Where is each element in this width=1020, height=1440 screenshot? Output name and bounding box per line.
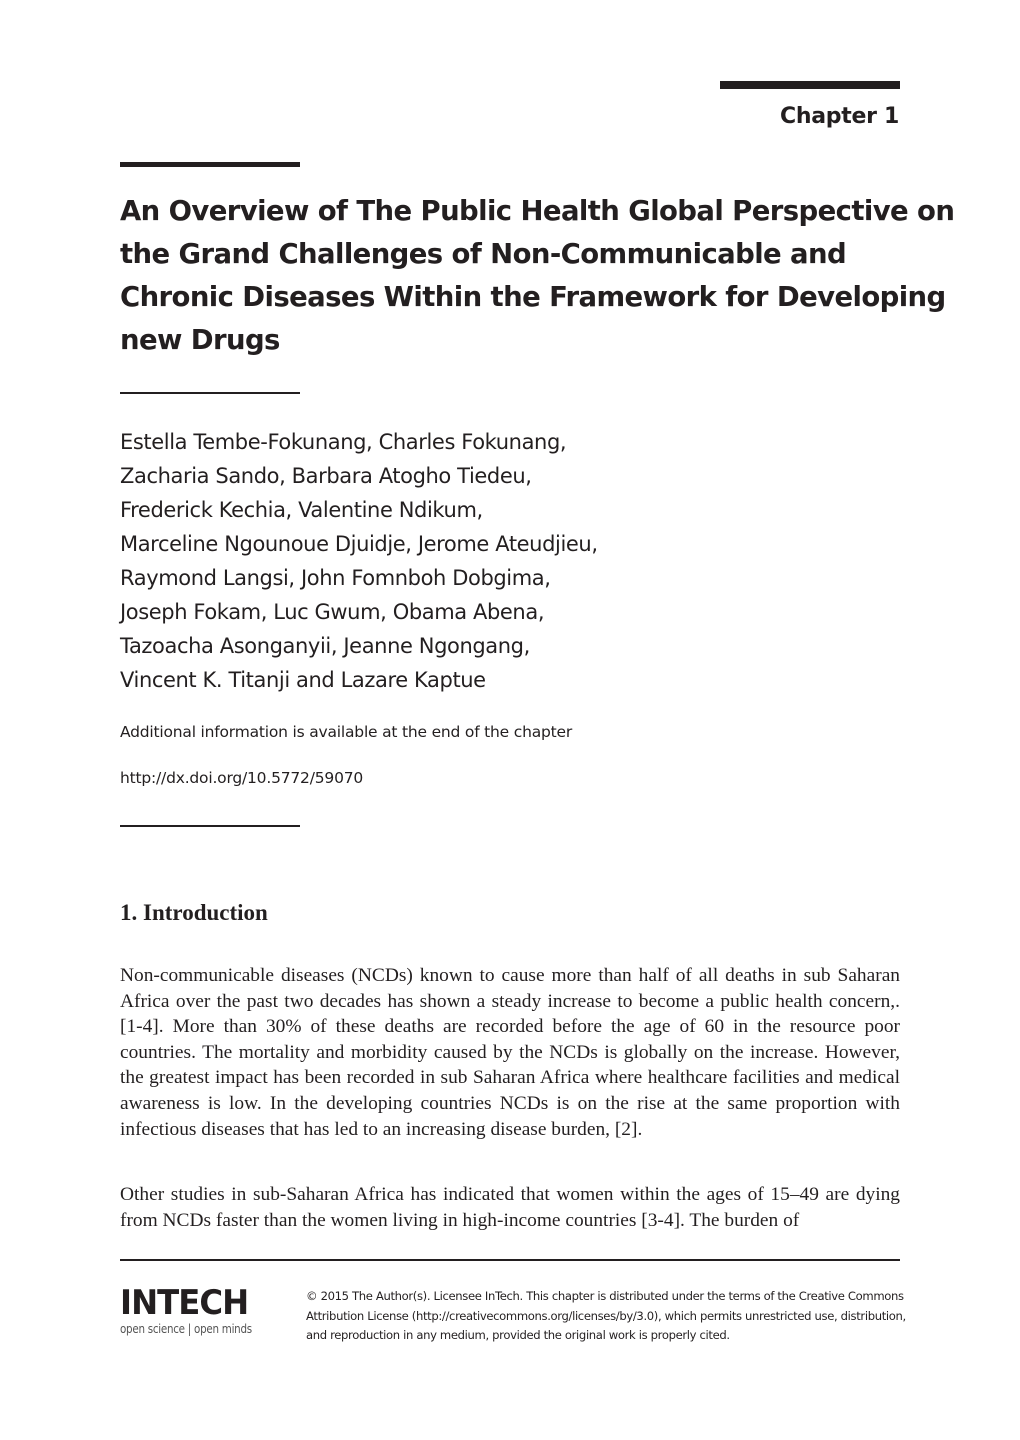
- author-list: [120, 425, 598, 697]
- section-rule: [120, 825, 300, 827]
- license-line: © 2015 The Author(s). Licensee InTech. This chapter is distributed under the terms of the Creative Commons: [306, 1289, 904, 1303]
- license-line: and reproduction in any medium, provided the original work is properly cited.: [306, 1328, 730, 1342]
- chapter-title: [120, 190, 955, 362]
- section-heading: 1. Introduction: [120, 900, 268, 925]
- doi-link[interactable]: http://dx.doi.org/10.5772/59070: [120, 769, 364, 787]
- body-paragraph: Other studies in sub-Saharan Africa has indicated that women within the ages of 15–49 are dying from NCDs faster than the women living in high-income countries [3-4]. The burden of: [120, 1184, 900, 1231]
- title-line: new Drugs: [120, 324, 280, 356]
- author-line: Joseph Fokam, Luc Gwum, Obama Abena,: [120, 600, 545, 624]
- title-rule: [120, 162, 300, 167]
- title-line: the Grand Challenges of Non-Communicable and: [120, 238, 847, 270]
- chapter-rule: [720, 81, 900, 89]
- additional-info-note: Additional information is available at the end of the chapter: [120, 723, 573, 741]
- author-line: Marceline Ngounoue Djuidje, Jerome Ateudjieu,: [120, 532, 598, 556]
- body-paragraph: Non-communicable diseases (NCDs) known to cause more than half of all deaths in sub Saharan Africa over the past two decades has shown a steady increase to become a public health concern,. [1-4]. More than 30% of these deaths are recorded before the age of 60 in the resource poor countries. The mortality and morbidity caused by the NCDs is globally on the increase. However, the greatest impact has been recorded in sub Saharan Africa where healthcare facilities and medical awareness is low. In the developing countries NCDs is on the rise at the same proportion with infectious diseases that has led to an increasing disease burden, [2].: [120, 965, 900, 1140]
- authors-rule: [120, 392, 300, 394]
- footer-rule: [120, 1259, 900, 1261]
- author-line: Zacharia Sando, Barbara Atogho Tiedeu,: [120, 464, 532, 488]
- license-notice: [306, 1287, 916, 1346]
- license-line: Attribution License (http://creativecommons.org/licenses/by/3.0), which permits unrestricted use, distribution,: [306, 1308, 906, 1323]
- author-line: Tazoacha Asonganyii, Jeanne Ngongang,: [120, 634, 530, 658]
- author-line: Estella Tembe-Fokunang, Charles Fokunang,: [120, 430, 567, 454]
- publisher-logo: INTECH: [120, 1283, 249, 1323]
- title-line: An Overview of The Public Health Global Perspective on: [120, 195, 955, 227]
- title-line: Chronic Diseases Within the Framework for Developing: [120, 281, 946, 313]
- chapter-label: Chapter 1: [780, 104, 899, 129]
- author-line: Frederick Kechia, Valentine Ndikum,: [120, 498, 483, 522]
- publisher-tagline: open science | open minds: [120, 1322, 252, 1336]
- author-line: Vincent K. Titanji and Lazare Kaptue: [120, 668, 486, 692]
- author-line: Raymond Langsi, John Fomnboh Dobgima,: [120, 566, 551, 590]
